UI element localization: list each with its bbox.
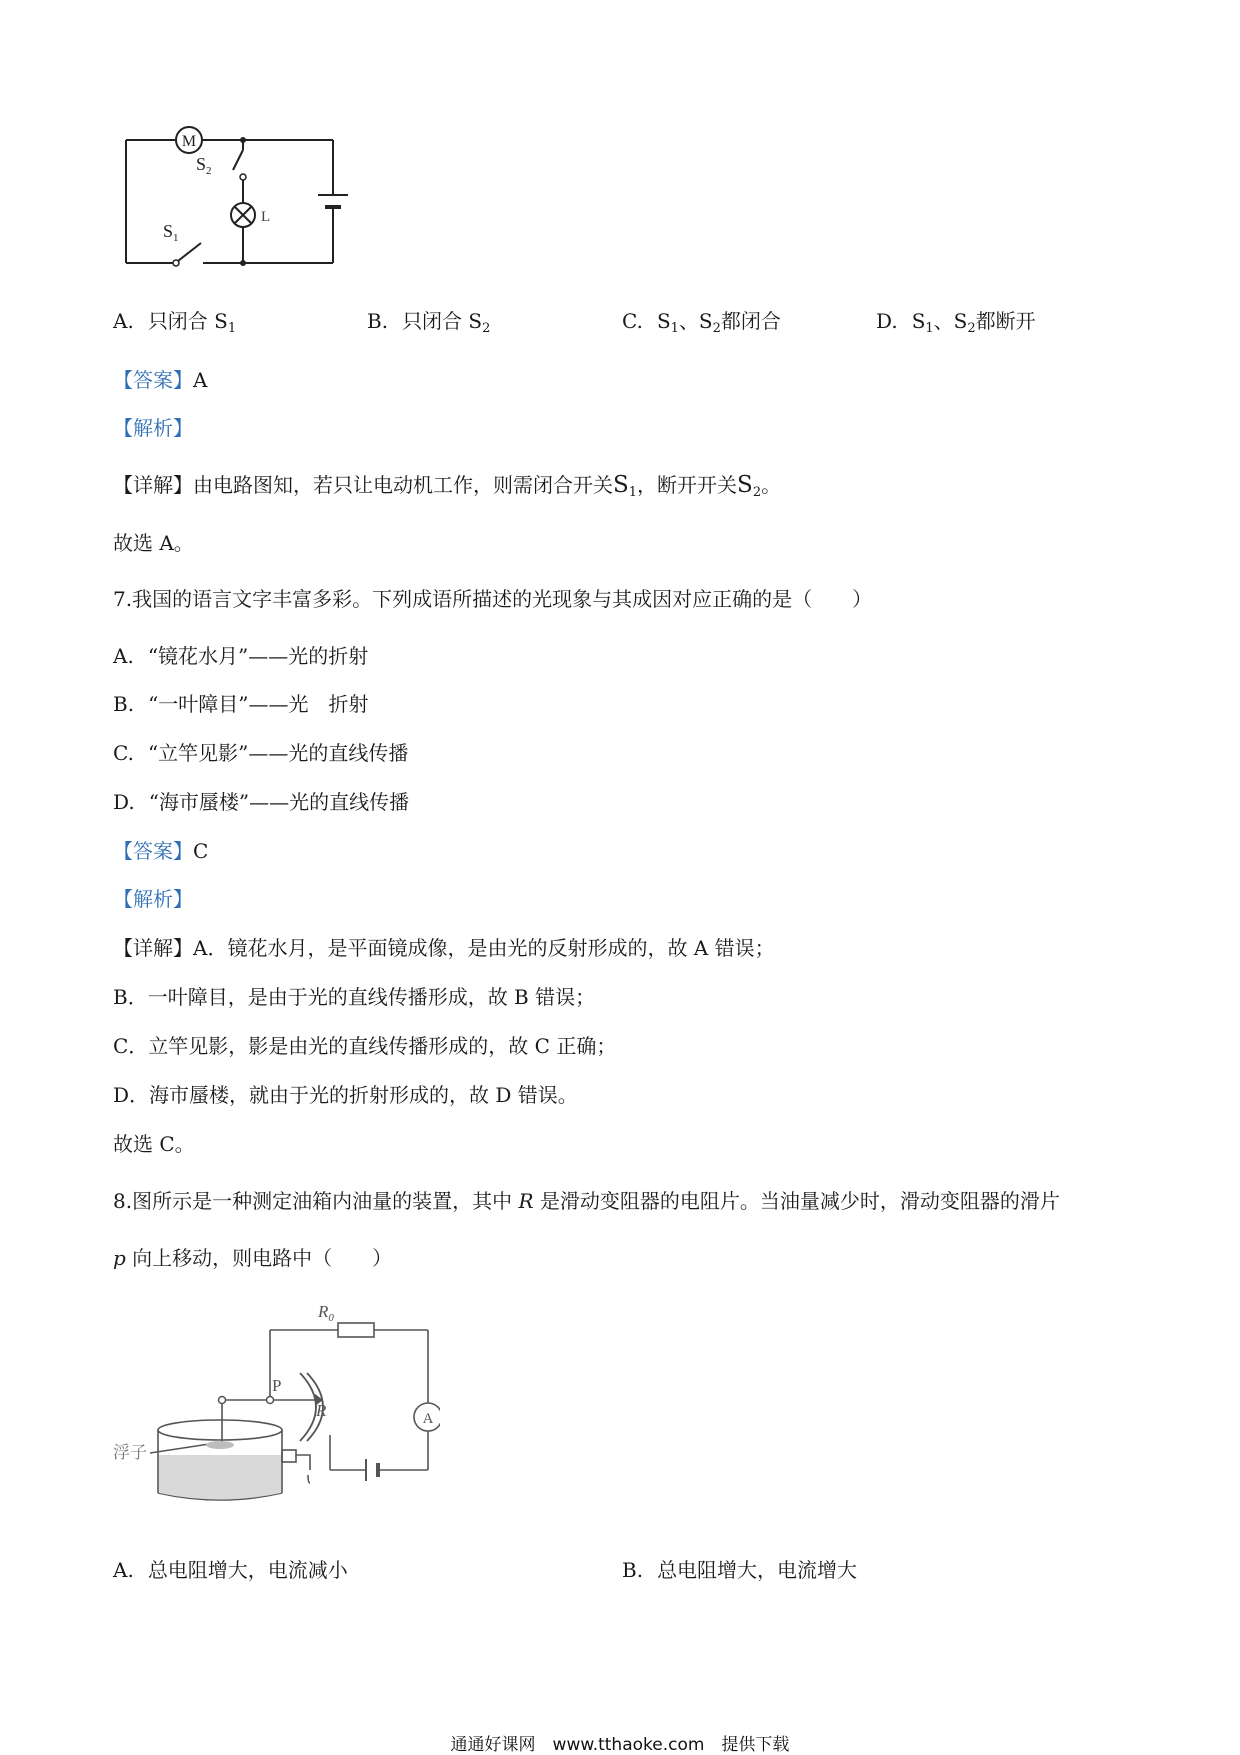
q6-option-c: C. $S_1$、$S_2$都闭合 [622,309,781,336]
q8-stem-line-2: p 向上移动，则电路中（ ） [113,1246,393,1270]
float-label: 浮子 [113,1443,147,1462]
r0-label: $R_0$ [318,1302,334,1324]
q6-circuit-diagram [118,115,378,275]
q8-option-b: B. 总电阻增大，电流增大 [622,1558,858,1582]
q7-option-d: D. “海市蜃楼”——光的直线传播 [113,790,410,814]
q8-option-a: A. 总电阻增大，电流减小 [113,1558,348,1582]
q7-answer: 【答案】C [113,839,209,863]
page-footer: 通通好课网 www.tthaoke.com 提供下载 [450,1735,790,1755]
q6-option-a: A. 只闭合 $S_1$ [113,309,237,336]
answer-value: A [193,368,208,392]
switch1-label: $S_1$ [163,221,179,244]
q7-analysis-tag: 【解析】 [113,887,193,911]
lamp-label: L [261,209,271,225]
motor-label: M [181,133,197,150]
q6-option-d: D. $S_1$、$S_2$都断开 [876,309,1036,336]
q6-answer [113,365,207,395]
q7-detail-line-1: 【详解】A．镜花水月，是平面镜成像，是由光的反射形成的，故 A 错误； [113,936,775,960]
slider-p-label: P [272,1376,282,1395]
q6-analysis-tag: 【解析】 [113,416,193,440]
q8-stem-line-1: 8.图所示是一种测定油箱内油量的装置，其中 R 是滑动变阻器的电阻片。当油量减少时，滑动变阻器的滑片 [113,1189,1060,1213]
ammeter-label: A [422,1411,434,1427]
q6-detail: 【详解】由电路图知，若只让电动机工作，则需闭合开关$S_1$，断开开关$S_2$。 [113,472,782,500]
resistor-r-label: R [316,1401,327,1420]
q7-conclusion: 故选 C。 [113,1132,195,1156]
q7-detail-line-3: C．立竿见影，影是由光的直线传播形成的，故 C 正确； [113,1034,617,1058]
switch2-label: $S_2$ [196,154,212,177]
q7-option-c: C. “立竿见影”——光的直线传播 [113,741,409,765]
q7-option-a: A. “镜花水月”——光的折射 [113,644,369,668]
q6-conclusion: 故选 A。 [113,531,194,555]
answer-tag: 【答案】 [113,368,193,392]
q7-stem: 7.我国的语言文字丰富多彩。下列成语所描述的光现象与其成因对应正确的是（ ） [113,587,873,611]
q7-detail-line-4: D．海市蜃楼，就由于光的折射形成的，故 D 错误。 [113,1083,578,1107]
q7-option-b: B. “一叶障目”——光 折射 [113,692,369,716]
q8-oil-gauge-diagram [110,1295,440,1525]
q7-detail-line-2: B．一叶障目，是由于光的直线传播形成，故 B 错误； [113,985,596,1009]
q6-option-b: B. 只闭合 $S_2$ [367,309,491,336]
